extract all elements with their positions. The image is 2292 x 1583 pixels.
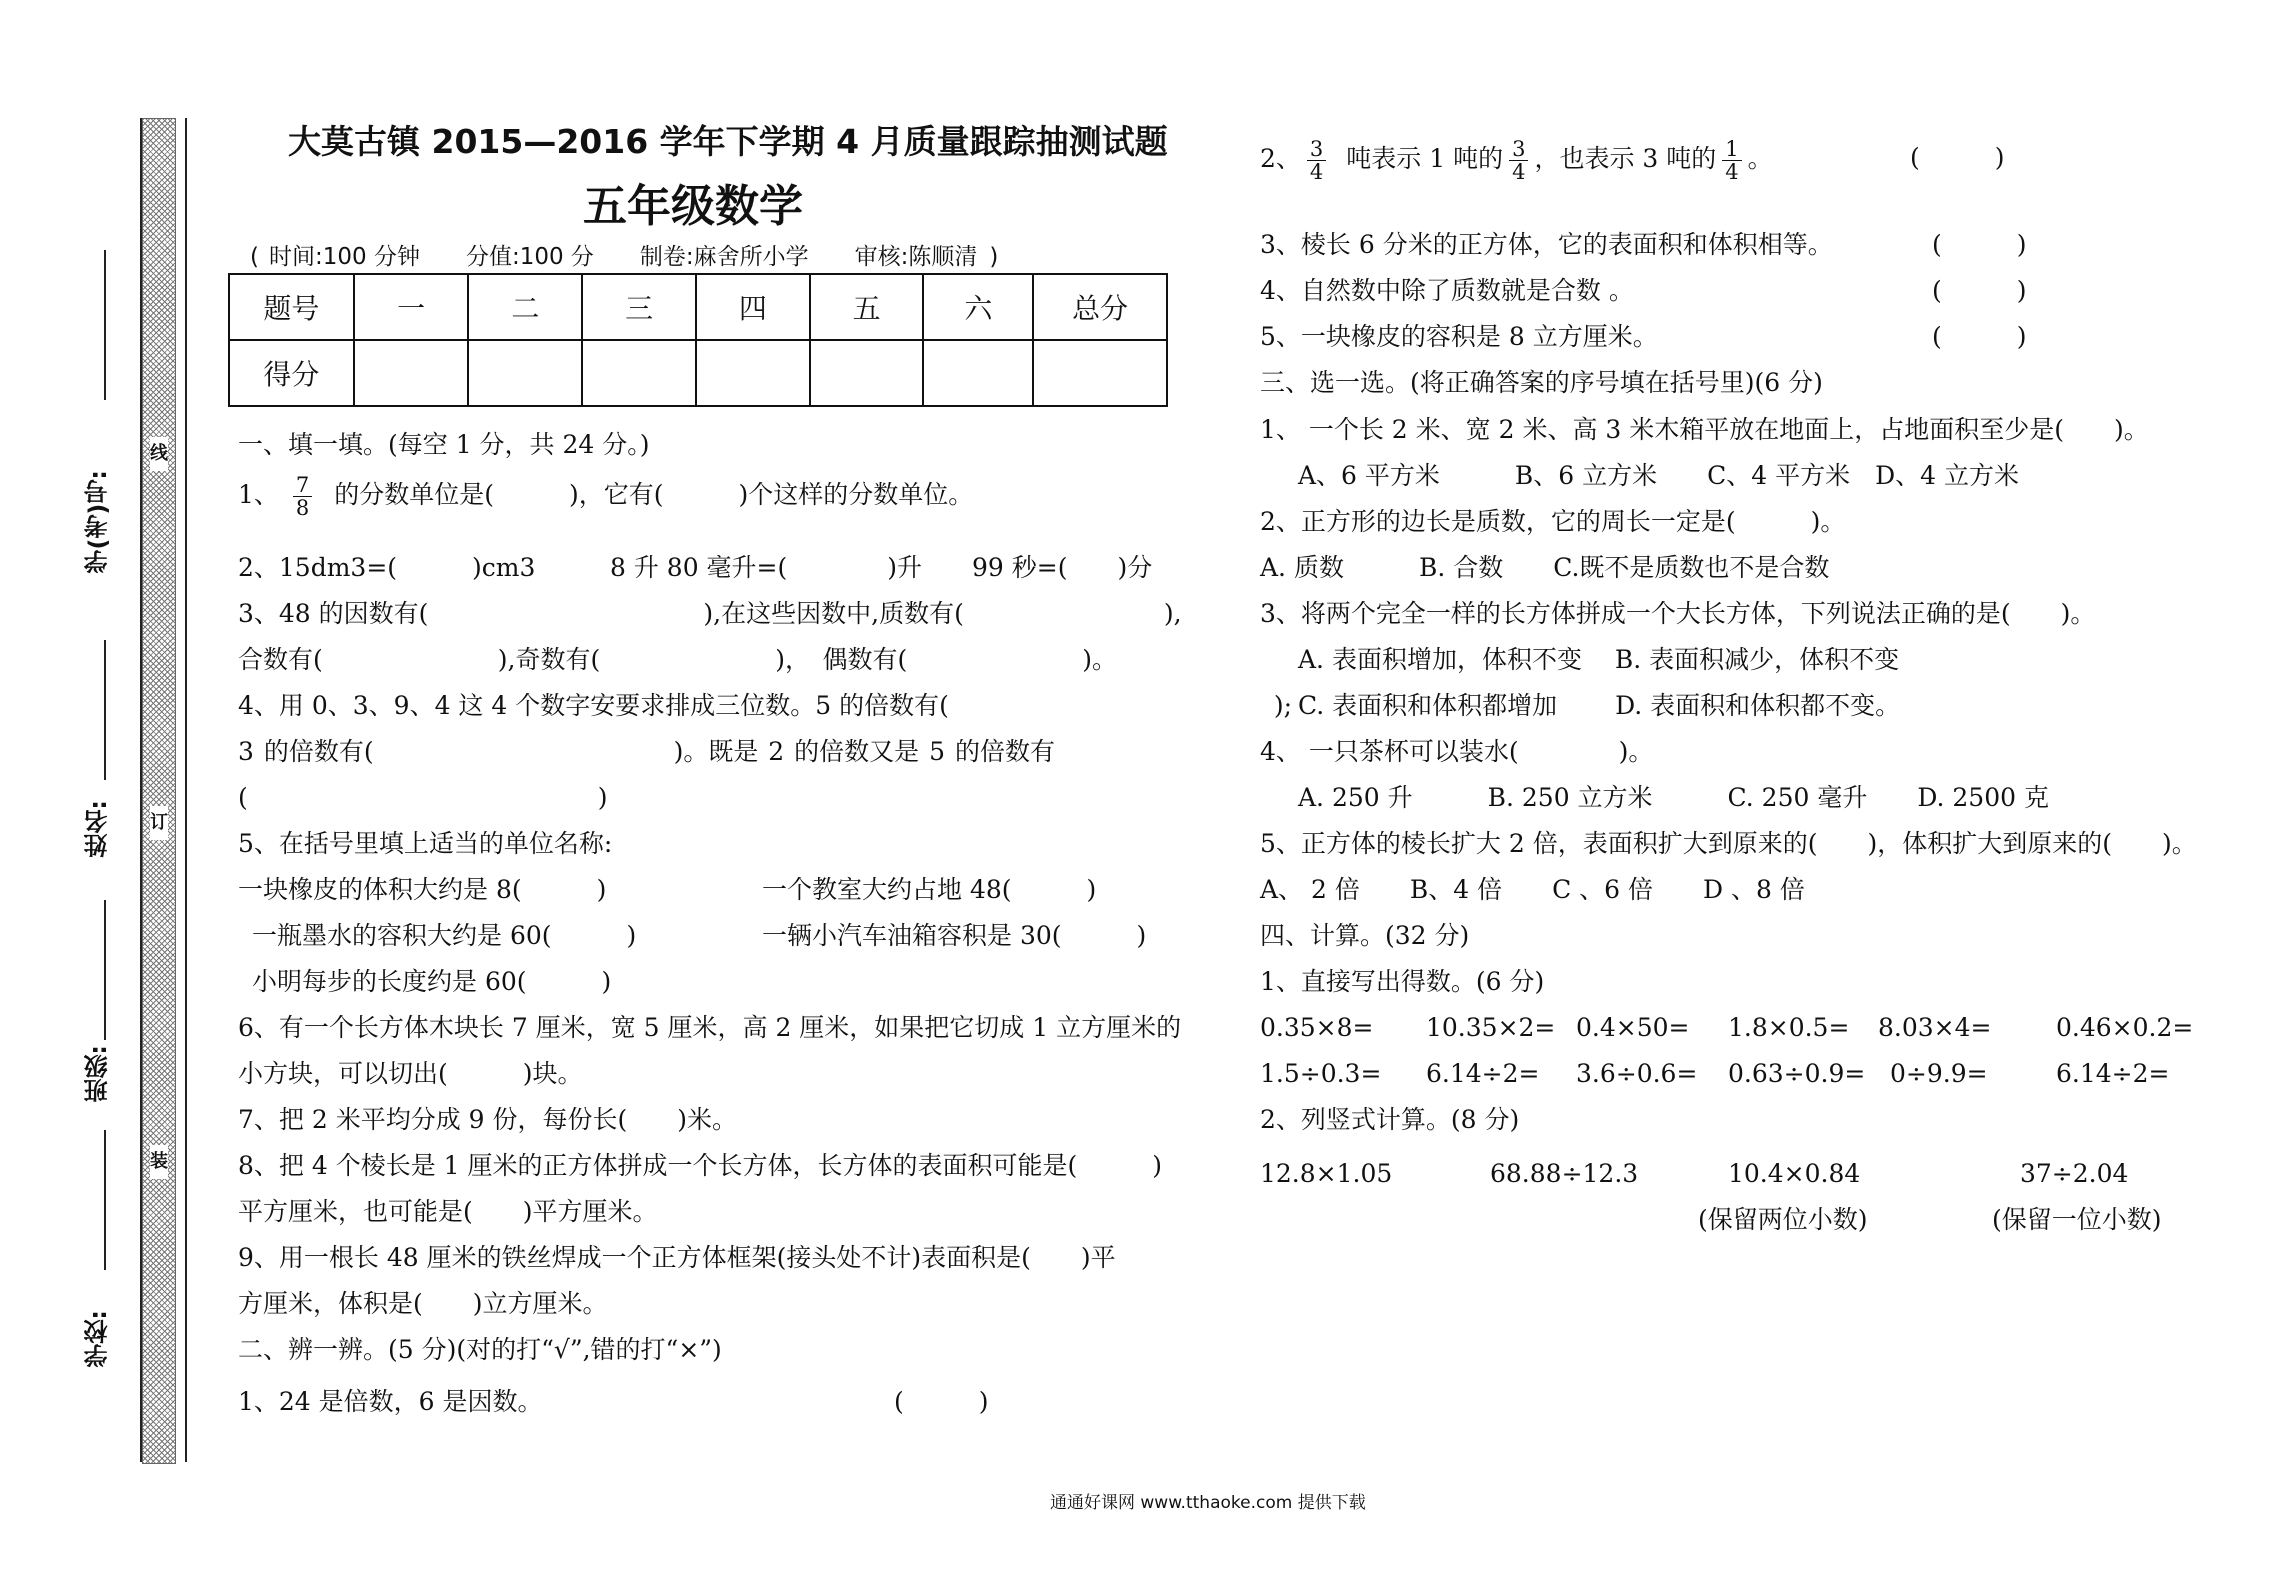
choice-2: 2、正方形的边长是质数，它的周长一定是( )。 bbox=[1260, 507, 1846, 536]
question-1-2c: 99 秒=( )分 bbox=[972, 553, 1153, 582]
meta-score: 分值:100 分 bbox=[465, 244, 594, 270]
exam-title: 大莫古镇 2015—2016 学年下学期 4 月质量跟踪抽测试题 bbox=[288, 122, 1168, 161]
vertical-calc-item: 10.4×0.84 bbox=[1728, 1159, 1861, 1188]
question-1-2a: 2、15dm3=( )cm3 bbox=[238, 553, 536, 582]
question-1-4b: 3 的倍数有( )。既是 2 的倍数又是 5 的倍数有 bbox=[238, 737, 1055, 766]
choice-5-options: A、 2 倍 B、4 倍 C 、6 倍 D 、8 倍 bbox=[1260, 875, 1805, 904]
choice-2-options: A. 质数 B. 合数 C.既不是质数也不是合数 bbox=[1260, 553, 1830, 582]
student-id-line bbox=[104, 250, 106, 400]
question-1-5b: 一个教室大约占地 48( ) bbox=[762, 875, 1097, 904]
question-1-6a: 6、有一个长方体木块长 7 厘米，宽 5 厘米，高 2 厘米，如果把它切成 1 立方厘米的 bbox=[238, 1013, 1182, 1042]
exam-meta bbox=[250, 238, 1044, 271]
j2-end: 。 bbox=[1747, 144, 1773, 173]
meta-time: 时间:100 分钟 bbox=[268, 244, 420, 270]
score-cell[interactable] bbox=[582, 340, 696, 406]
score-header-cell: 总分 bbox=[1033, 274, 1167, 340]
binding-strip bbox=[142, 118, 176, 1464]
fraction-denominator: 8 bbox=[295, 496, 310, 520]
calc-item: 6.14÷2= bbox=[2056, 1059, 2170, 1088]
calc-item: 8.03×4= bbox=[1878, 1013, 1992, 1042]
calc-1-title: 1、直接写出得数。(6 分) bbox=[1260, 967, 1545, 996]
fraction-numerator: 1 bbox=[1722, 138, 1741, 161]
name-line bbox=[104, 640, 106, 780]
j2-mid2: ，也表示 3 吨的 bbox=[1534, 144, 1717, 173]
question-1-7: 7、把 2 米平均分成 9 份，每份长( )米。 bbox=[238, 1105, 738, 1134]
question-1-8b: 平方厘米，也可能是( )平方厘米。 bbox=[238, 1197, 658, 1226]
binding-word-ding: 订 bbox=[150, 806, 168, 840]
calc-item: 1.5÷0.3= bbox=[1260, 1059, 1382, 1088]
judge-3-answer[interactable]: ( ) bbox=[1932, 230, 2027, 259]
question-1-9a: 9、用一根长 48 厘米的铁丝焊成一个正方体框架(接头处不计)表面积是( )平 bbox=[238, 1243, 1116, 1272]
calc-item: 10.35×2= bbox=[1426, 1013, 1556, 1042]
calc-item: 0÷9.9= bbox=[1890, 1059, 1988, 1088]
fraction-three-quarters bbox=[1307, 138, 1326, 183]
binding-border-right bbox=[185, 118, 187, 1462]
judge-3: 3、棱长 6 分米的正方体，它的表面积和体积相等。 bbox=[1260, 230, 1833, 259]
score-header-cell: 二 bbox=[468, 274, 582, 340]
class-label: 班级: bbox=[84, 1045, 112, 1103]
fraction-numerator: 3 bbox=[1307, 138, 1326, 161]
score-table-score-row bbox=[229, 340, 1167, 406]
score-row-label: 得分 bbox=[229, 340, 354, 406]
class-line bbox=[104, 900, 106, 1040]
question-1-5d: 一辆小汽车油箱容积是 30( ) bbox=[762, 921, 1147, 950]
fraction-three-quarters bbox=[1509, 138, 1528, 183]
question-1-4c: ( ) bbox=[238, 783, 608, 812]
score-table-header-row bbox=[229, 274, 1167, 340]
question-1-3a: 3、48 的因数有( ),在这些因数中,质数有( ), bbox=[238, 599, 1182, 628]
calc-item: 0.46×0.2= bbox=[2056, 1013, 2194, 1042]
score-cell[interactable] bbox=[923, 340, 1033, 406]
score-header-cell: 四 bbox=[696, 274, 810, 340]
choice-4-options: A. 250 升 B. 250 立方米 C. 250 毫升 D. 2500 克 bbox=[1298, 783, 2049, 812]
binding-word-zhuang: 装 bbox=[150, 1145, 168, 1179]
score-cell[interactable] bbox=[1033, 340, 1167, 406]
section-1-title: 一、填一填。(每空 1 分，共 24 分。) bbox=[238, 430, 650, 459]
calc-item: 0.35×8= bbox=[1260, 1013, 1374, 1042]
judge-1: 1、24 是倍数，6 是因数。 bbox=[238, 1387, 543, 1416]
meta-reviewer: 审核:陈顺清 bbox=[854, 244, 978, 270]
judge-5-answer[interactable]: ( ) bbox=[1932, 322, 2027, 351]
section-4-title: 四、计算。(32 分) bbox=[1260, 921, 1470, 950]
j2-prefix: 2、 bbox=[1260, 144, 1301, 173]
name-label: 姓名: bbox=[84, 800, 112, 858]
calc-item: 0.63÷0.9= bbox=[1728, 1059, 1866, 1088]
question-1-5a: 一块橡皮的体积大约是 8( ) bbox=[238, 875, 607, 904]
exam-subject: 五年级数学 bbox=[583, 181, 803, 232]
question-1-3b: 合数有( ),奇数有( )， 偶数有( )。 bbox=[238, 645, 1117, 674]
choice-1-options: A、6 平方米 B、6 立方米 C、4 平方米 D、4 立方米 bbox=[1298, 461, 2020, 490]
choice-3-options-cd: C. 表面积和体积都增加 D. 表面积和体积都不变。 bbox=[1298, 691, 1901, 720]
fraction-denominator: 4 bbox=[1512, 160, 1526, 184]
footer-source: 通通好课网 www.tthaoke.com 提供下载 bbox=[1050, 1493, 1366, 1513]
calc-item: 1.8×0.5= bbox=[1728, 1013, 1850, 1042]
fraction-numerator: 3 bbox=[1509, 138, 1528, 161]
score-table bbox=[228, 273, 1168, 407]
score-header-cell: 六 bbox=[923, 274, 1033, 340]
score-cell[interactable] bbox=[696, 340, 810, 406]
rounding-note-one: (保留一位小数) bbox=[1992, 1205, 2162, 1234]
choice-5: 5、正方体的棱长扩大 2 倍，表面积扩大到原来的( )，体积扩大到原来的( )。 bbox=[1260, 829, 2197, 858]
rounding-note-two: (保留两位小数) bbox=[1698, 1205, 1868, 1234]
meta-author: 制卷:麻舍所小学 bbox=[639, 244, 809, 270]
question-1-5e: 小明每步的长度约是 60( ) bbox=[252, 967, 612, 996]
student-id-label: 学(考)号: bbox=[84, 470, 112, 574]
choice-1: 1、 一个长 2 米、宽 2 米、高 3 米木箱平放在地面上，占地面积至少是( )。 bbox=[1260, 415, 2149, 444]
section-3-title: 三、选一选。(将正确答案的序号填在括号里)(6 分) bbox=[1260, 368, 1823, 397]
meta-close: ) bbox=[989, 244, 999, 270]
score-cell[interactable] bbox=[468, 340, 582, 406]
question-1-8a: 8、把 4 个棱长是 1 厘米的正方体拼成一个长方体，长方体的表面积可能是( ) bbox=[238, 1151, 1163, 1180]
fraction-denominator: 4 bbox=[1725, 160, 1739, 184]
judge-5: 5、一块橡皮的容积是 8 立方厘米。 bbox=[1260, 322, 1658, 351]
judge-1-answer[interactable]: ( ) bbox=[894, 1387, 989, 1416]
score-cell[interactable] bbox=[354, 340, 469, 406]
judge-2-answer[interactable]: ( ) bbox=[1910, 143, 2005, 172]
fraction-one-quarter bbox=[1722, 138, 1741, 183]
choice-3: 3、将两个完全一样的长方体拼成一个大长方体，下列说法正确的是( )。 bbox=[1260, 599, 2096, 628]
score-header-cell: 一 bbox=[354, 274, 469, 340]
score-header-cell: 五 bbox=[810, 274, 924, 340]
q1-prefix: 1、 bbox=[238, 480, 279, 509]
question-1-6b: 小方块，可以切出( )块。 bbox=[238, 1059, 583, 1088]
calc-2-title: 2、列竖式计算。(8 分) bbox=[1260, 1105, 1520, 1134]
score-header-cell: 三 bbox=[582, 274, 696, 340]
question-1-9b: 方厘米，体积是( )立方厘米。 bbox=[238, 1289, 608, 1318]
choice-3-options-ab: A. 表面积增加，体积不变 B. 表面积减少，体积不变 bbox=[1298, 645, 1900, 674]
question-1-4a: 4、用 0、3、9、4 这 4 个数字安要求排成三位数。5 的倍数有( ); bbox=[238, 691, 1293, 720]
q1-text: 的分数单位是( )，它有( )个这样的分数单位。 bbox=[334, 480, 974, 509]
judge-2 bbox=[1260, 138, 1773, 183]
judge-4: 4、自然数中除了质数就是合数 。 bbox=[1260, 276, 1634, 305]
calc-item: 6.14÷2= bbox=[1426, 1059, 1540, 1088]
j2-mid1: 吨表示 1 吨的 bbox=[1346, 144, 1504, 173]
school-line bbox=[104, 1130, 106, 1270]
calc-item: 0.4×50= bbox=[1576, 1013, 1690, 1042]
calc-item: 3.6÷0.6= bbox=[1576, 1059, 1698, 1088]
fraction-seven-eighths bbox=[293, 474, 312, 519]
choice-4: 4、 一只茶杯可以装水( )。 bbox=[1260, 737, 1654, 766]
question-1-5: 5、在括号里填上适当的单位名称: bbox=[238, 829, 613, 858]
meta-open: ( bbox=[250, 244, 259, 270]
vertical-calc-item: 37÷2.04 bbox=[2020, 1159, 2129, 1188]
fraction-numerator: 7 bbox=[293, 474, 312, 497]
section-2-title: 二、辨一辨。(5 分)(对的打“√”,错的打“×”) bbox=[238, 1335, 722, 1364]
question-1-1 bbox=[238, 474, 973, 519]
vertical-calc-item: 68.88÷12.3 bbox=[1490, 1159, 1639, 1188]
fraction-denominator: 4 bbox=[1309, 160, 1324, 184]
binding-word-xian: 线 bbox=[150, 437, 168, 471]
school-label: 学校: bbox=[84, 1310, 112, 1368]
score-cell[interactable] bbox=[810, 340, 924, 406]
question-1-2b: 8 升 80 毫升=( )升 bbox=[610, 553, 923, 582]
question-1-5c: 一瓶墨水的容积大约是 60( ) bbox=[252, 921, 637, 950]
score-header-cell: 题号 bbox=[229, 274, 354, 340]
judge-4-answer[interactable]: ( ) bbox=[1932, 276, 2027, 305]
vertical-calc-item: 12.8×1.05 bbox=[1260, 1159, 1393, 1188]
